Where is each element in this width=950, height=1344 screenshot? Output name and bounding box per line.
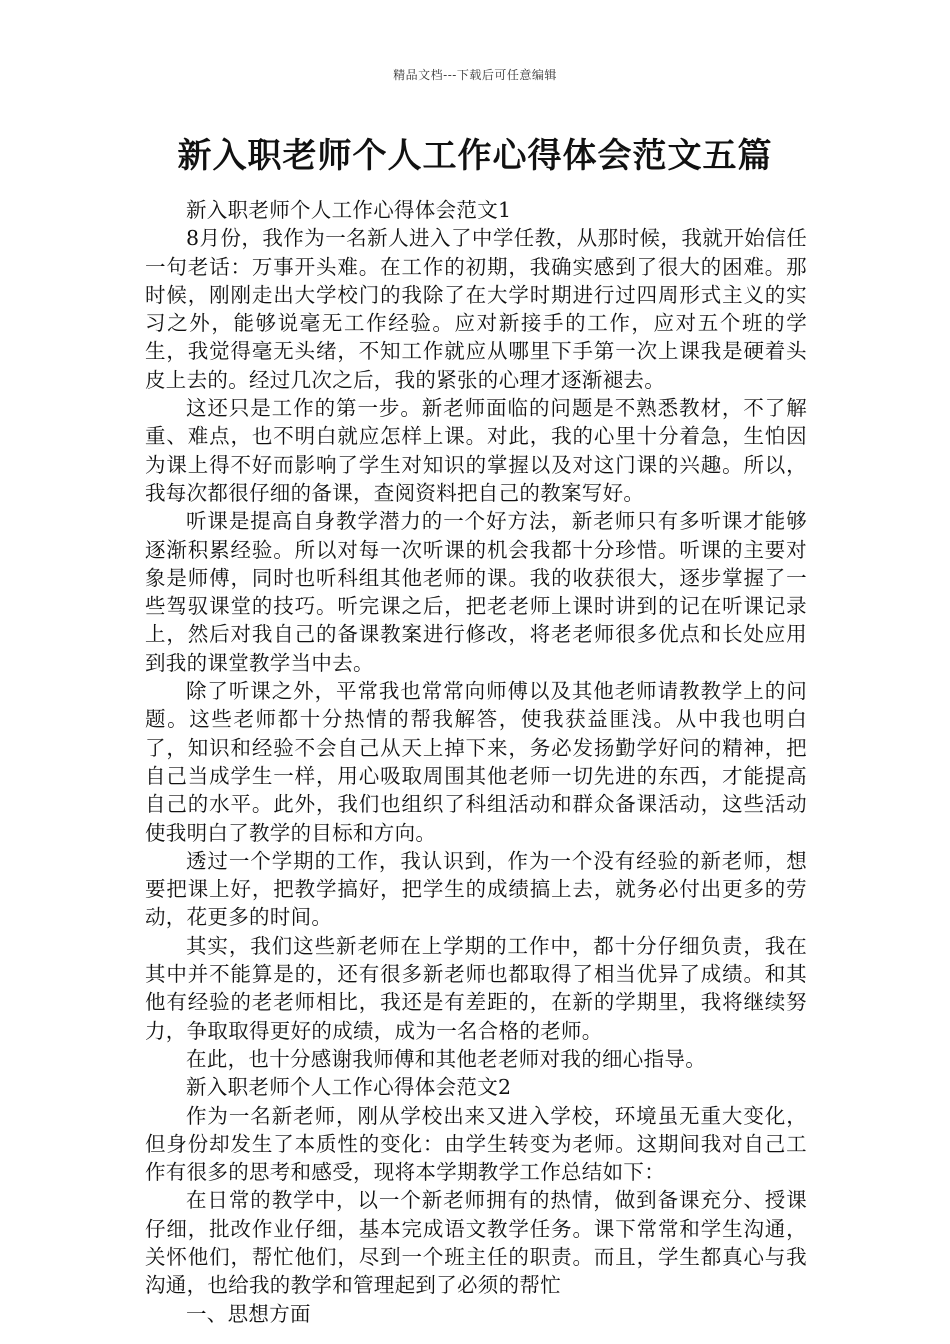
document-body	[145, 196, 807, 1328]
paragraph: 作为一名新老师，刚从学校出来又进入学校，环境虽无重大变化，但身份却发生了本质性的变化：由学生转变为老师。这期间我对自己工作有很多的思考和感受，现将本学期教学工作总结如下：	[145, 1103, 807, 1185]
paragraph: 透过一个学期的工作，我认识到，作为一个没有经验的新老师，想要把课上好，把教学搞好，把学生的成绩搞上去，就务必付出更多的劳动，花更多的时间。	[145, 848, 807, 930]
paragraph: 8月份，我作为一名新人进入了中学任教，从那时候，我就开始信任一句老话：万事开头难。在工作的初期，我确实感到了很大的困难。那时候，刚刚走出大学校门的我除了在大学时期进行过四周形式主义的实习之外，能够说毫无工作经验。应对新接手的工作，应对五个班的学生，我觉得毫无头绪，不知工作就应从哪里下手第一次上课我是硬着头皮上去的。经过几次之后，我的紧张的心理才逐渐褪去。	[145, 226, 807, 392]
paragraph: 除了听课之外，平常我也常常向师傅以及其他老师请教教学上的问题。这些老师都十分热情的帮我解答，使我获益匪浅。从中我也明白了，知识和经验不会自己从天上掉下来，务必发扬勤学好问的精神，把自己当成学生一样，用心吸取周围其他老师一切先进的东西，才能提高自己的水平。此外，我们也组织了科组活动和群众备课活动，这些活动使我明白了教学的目标和方向。	[145, 679, 807, 845]
header-note: 精品文档---下载后可任意编辑	[393, 68, 557, 82]
paragraph: 听课是提高自身教学潜力的一个好方法，新老师只有多听课才能够逐渐积累经验。所以对每一次听课的机会我都十分珍惜。听课的主要对象是师傅，同时也听科组其他老师的课。我的收获很大，逐步掌握了一些驾驭课堂的技巧。听完课之后，把老老师上课时讲到的记在听课记录上，然后对我自己的备课教案进行修改，将老老师很多优点和长处应用到我的课堂教学当中去。	[145, 509, 807, 675]
page-title: 新入职老师个人工作心得体会范文五篇	[177, 136, 773, 176]
paragraph: 这还只是工作的第一步。新老师面临的问题是不熟悉教材，不了解重、难点，也不明白就应怎样上课。对此，我的心里十分着急，生怕因为课上得不好而影响了学生对知识的掌握以及对这门课的兴趣。所以，我每次都很仔细的备课，查阅资料把自己的教案写好。	[145, 396, 807, 505]
section-heading-2: 新入职老师个人工作心得体会范文2	[186, 1075, 512, 1100]
paragraph: 其实，我们这些新老师在上学期的工作中，都十分仔细负责，我在其中并不能算是的，还有很多新老师也都取得了相当优异了成绩。和其他有经验的老老师相比，我还是有差距的，在新的学期里，我将继续努力，争取取得更好的成绩，成为一名合格的老师。	[145, 933, 807, 1043]
paragraph: 在日常的教学中，以一个新老师拥有的热情，做到备课充分、授课仔细，批改作业仔细，基本完成语文教学任务。课下常常和学生沟通，关怀他们，帮忙他们，尽到一个班主任的职责。而且，学生都真心与我沟通，也给我的教学和管理起到了必须的帮忙	[145, 1188, 807, 1298]
section-heading-1: 新入职老师个人工作心得体会范文1	[186, 198, 512, 222]
paragraph: 在此，也十分感谢我师傅和其他老老师对我的细心指导。	[186, 1046, 706, 1071]
subsection-heading: 一、思想方面	[186, 1301, 311, 1326]
